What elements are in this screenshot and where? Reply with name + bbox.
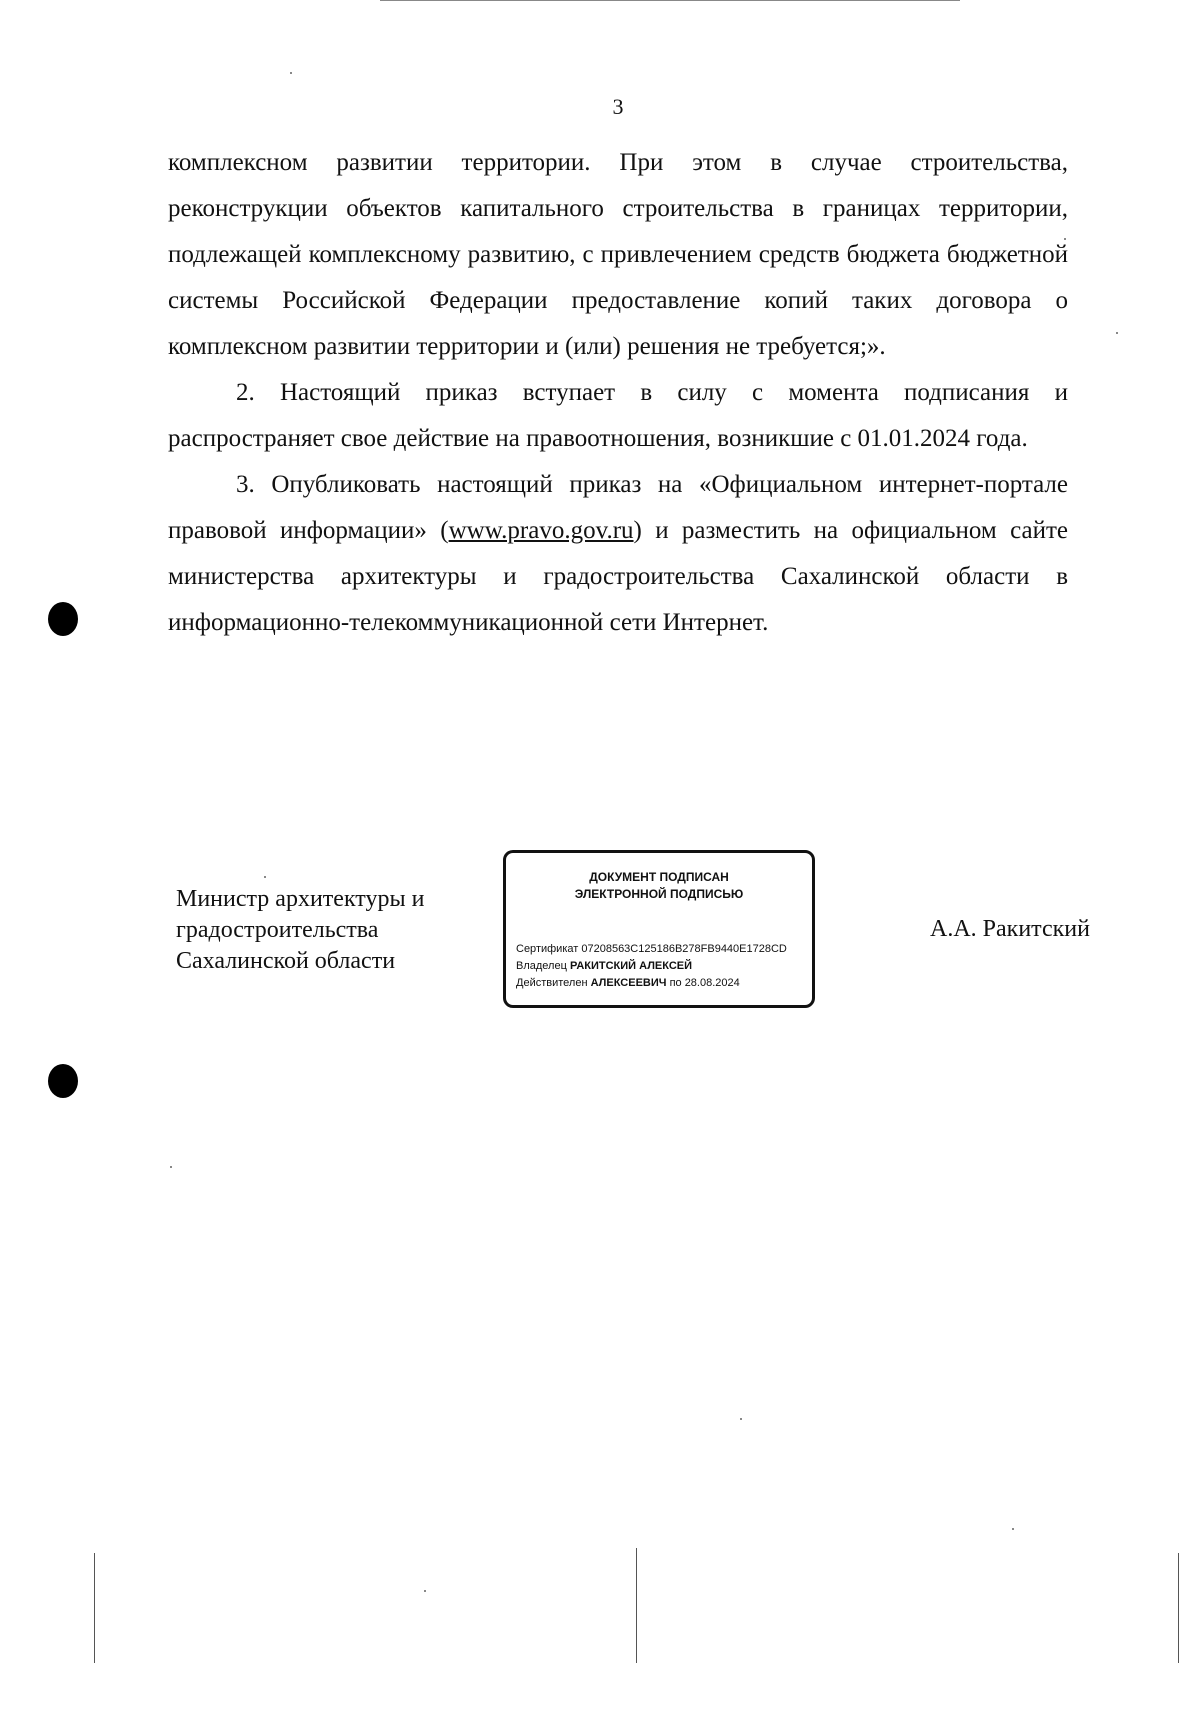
scan-speck	[1116, 332, 1118, 334]
signer-name: А.А. Ракитский	[930, 916, 1090, 942]
scan-speck	[1012, 1528, 1014, 1530]
stamp-details	[516, 941, 787, 992]
scan-speck	[290, 72, 292, 74]
paragraph-3-end: ) и разместить на официальном сайте министерства архитектуры и градостроительства Сахалинской области в информационно-телекоммуникационной сети Интернет.	[168, 517, 1068, 636]
document-body	[168, 140, 1068, 646]
scan-edge-line	[636, 1548, 637, 1663]
page-number: 3	[612, 94, 624, 119]
certificate-row	[516, 941, 787, 958]
validity-row	[516, 975, 787, 992]
validity-value: по 28.08.2024	[669, 977, 740, 989]
certificate-value: 07208563C125186B278FB9440E1728CD	[581, 943, 787, 955]
scan-speck	[424, 1590, 426, 1592]
scan-speck	[264, 876, 266, 878]
scan-edge-line	[1178, 1553, 1179, 1663]
scan-speck	[1064, 238, 1066, 240]
electronic-signature-stamp	[503, 850, 815, 1008]
paragraph-3	[168, 462, 1068, 646]
stamp-header	[506, 869, 812, 903]
stamp-header-line: ЭЛЕКТРОННОЙ ПОДПИСЬЮ	[574, 887, 744, 901]
paragraph-2: 2. Настоящий приказ вступает в силу с момента подписания и распространяет свое действие на правоотношения, возникшие с 01.01.2024 года.	[168, 379, 1068, 452]
signer-title-line: Министр архитектуры и	[176, 886, 425, 912]
signer-title-line: Сахалинской области	[176, 948, 396, 974]
top-edge-line	[380, 0, 960, 1]
signer-title-line: градостроительства	[176, 917, 379, 943]
validity-label: Действителен	[516, 977, 588, 989]
scan-speck	[170, 1166, 172, 1168]
owner-row	[516, 958, 787, 975]
punch-hole-mark	[48, 1064, 78, 1098]
scan-edge-line	[94, 1553, 95, 1663]
owner-value: РАКИТСКИЙ АЛЕКСЕЙ	[569, 960, 693, 972]
owner-patronymic: АЛЕКСЕЕВИЧ	[590, 977, 667, 989]
stamp-header-line: ДОКУМЕНТ ПОДПИСАН	[589, 870, 729, 884]
scan-speck	[740, 1418, 742, 1420]
signer-title	[176, 884, 476, 977]
owner-label: Владелец	[516, 960, 567, 972]
paragraph-3-start: 3. Опубликовать настоящий приказ на «Официальном интернет-портале правовой информации» (	[168, 471, 1068, 544]
paragraph-1: комплексном развитии территории. При этом в случае строительства, реконструкции объектов капитального строительства в границах территории, подлежащей комплексному развитию, с привлечением средств бюджета бюджетной системы Российской Федерации предоставление копий таких договора о комплексном развитии территории и (или) решения не требуется;».	[168, 149, 1068, 360]
punch-hole-mark	[48, 602, 78, 636]
pravo-link[interactable]: www.pravo.gov.ru	[448, 517, 634, 544]
certificate-label: Сертификат	[516, 943, 579, 955]
